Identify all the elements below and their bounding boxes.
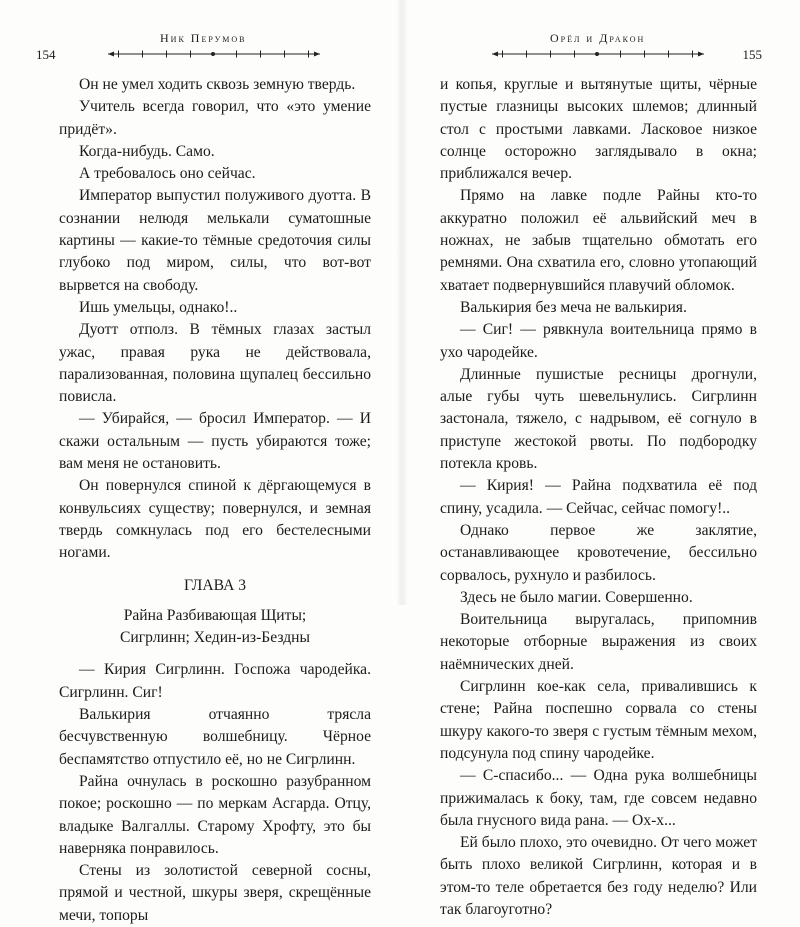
header-ornament (492, 50, 704, 58)
paragraph: Валькирия без меча не валькирия. (460, 298, 687, 316)
paragraph: — Кирия! — Райна подхватила её под спину, усадила. — Сейчас, сейчас помогу!.. (440, 477, 757, 517)
paragraph: Валькирия отчаянно трясла бесчувственную волшебницу. Чёрное беспамятство отпустило её, но не Сигрлинн. (59, 706, 371, 768)
paragraph: Учитель всегда говорил, что «это умение придёт». (59, 98, 371, 138)
chapter-title-line: Райна Разбивающая Щиты; (123, 606, 307, 624)
paragraph: — Кирия Сигрлинн. Госпожа чародейка. Сигрлинн. Сиг! (59, 661, 371, 701)
chapter-heading: ГЛАВА 3 (183, 576, 247, 594)
running-head-title: Орёл и Дракон (550, 31, 646, 45)
paragraph: Ишь умельцы, однако!.. (79, 298, 238, 316)
paragraph: — Убирайся, — бросил Император. — И скажи остальным — пусть убираются тоже; вам меня не остановить. (59, 410, 371, 473)
paragraph: Прямо на лавке подле Райны кто-то аккуратно положил её альвийский меч в ножнах, не забыв тщательно обмотать его ремнями. Она схватила его, словно утопающий хватает подвернувшийся плавучий обломок. (440, 187, 757, 294)
paragraph: А требовалось оно сейчас. (79, 165, 256, 183)
header-ornament (108, 50, 320, 58)
paragraph: Райна очнулась в роскошно разубранном покое; роскошно — по меркам Асгарда. Отцу, владыке Валгаллы. Старому Хрофту, это бы наверняка понравилось. (59, 772, 371, 857)
paragraph: Когда-нибудь. Само. (79, 142, 215, 160)
paragraph: Длинные пушистые ресницы дрогнули, алые губы чуть шевельнулись. Сигрлинн застонала, тяжело, с надрывом, её согнуло в приступе жестокой рвоты. По подбородку потекла кровь. (440, 365, 757, 473)
chapter-title (59, 605, 371, 650)
paragraph: Однако первое же заклятие, останавливающее кровотечение, бессильно сорвалось, рухнуло и разбилось. (440, 521, 757, 584)
paragraph: Император выпустил полуживого дуотта. В сознании нелюдя мелькали суматошные картины — какие-то тёмные средоточия силы глубоко под миром, силы, что вот-вот вырвется на свободу. (59, 187, 371, 294)
right-page (404, 0, 800, 918)
paragraph: и копья, круглые и вытянутые щиты, чёрные пустые глазницы высоких шлемов; длинный стол с простыми лавками. Ласковое низкое солнце осторожно заглядывало в окна; приближался вечер. (440, 76, 757, 183)
left-page-text (59, 74, 371, 927)
left-page (0, 0, 398, 924)
paragraph: Воительница выругалась, припомнив некоторые отборные выражения из своих наёмнических дней. (440, 611, 757, 673)
page-header (404, 27, 800, 67)
paragraph: Здесь не было магии. Совершенно. (460, 588, 693, 606)
chapter-title-line: Сигрлинн; Хедин-из-Бездны (120, 629, 310, 647)
paragraph: Стены из золотистой северной сосны, прямой и честной, шкуры зверя, скрещённые мечи, топоры (59, 862, 371, 924)
running-head-author: Ник Перумов (160, 31, 247, 45)
page-header (0, 27, 398, 67)
page-number: 155 (742, 47, 762, 62)
right-page-text (440, 74, 757, 921)
page-number: 154 (36, 47, 56, 62)
paragraph: Сигрлинн кое-как села, привалившись к стене; Райна поспешно сорвала со стены шкуру какого-то зверя с густым тёмным мехом, подсунула под спину чародейке. (440, 678, 757, 762)
paragraph: Он повернулся спиной к дёргающемуся в конвульсиях существу; повернулся, и земная твердь сомкнулась под его бестелесными ногами. (59, 477, 371, 562)
paragraph: Ей было плохо, это очевидно. От чего может быть плохо великой Сигрлинн, которая и в этом-то теле обретается без году неделю? Или так благоуготно? (440, 834, 757, 918)
paragraph: — С-спасибо... — Одна рука волшебницы прижималась к боку, там, где совсем недавно была гнусного вида рана. — Ох-х... (440, 767, 757, 829)
paragraph: — Сиг! — рявкнула воительница прямо в ухо чародейке. (440, 321, 757, 361)
paragraph: Он не умел ходить сквозь земную твердь. (79, 76, 356, 93)
paragraph: Дуотт отполз. В тёмных глазах застыл ужас, правая рука не действовала, парализованная, половина щупалец бессильно повисла. (59, 321, 371, 406)
